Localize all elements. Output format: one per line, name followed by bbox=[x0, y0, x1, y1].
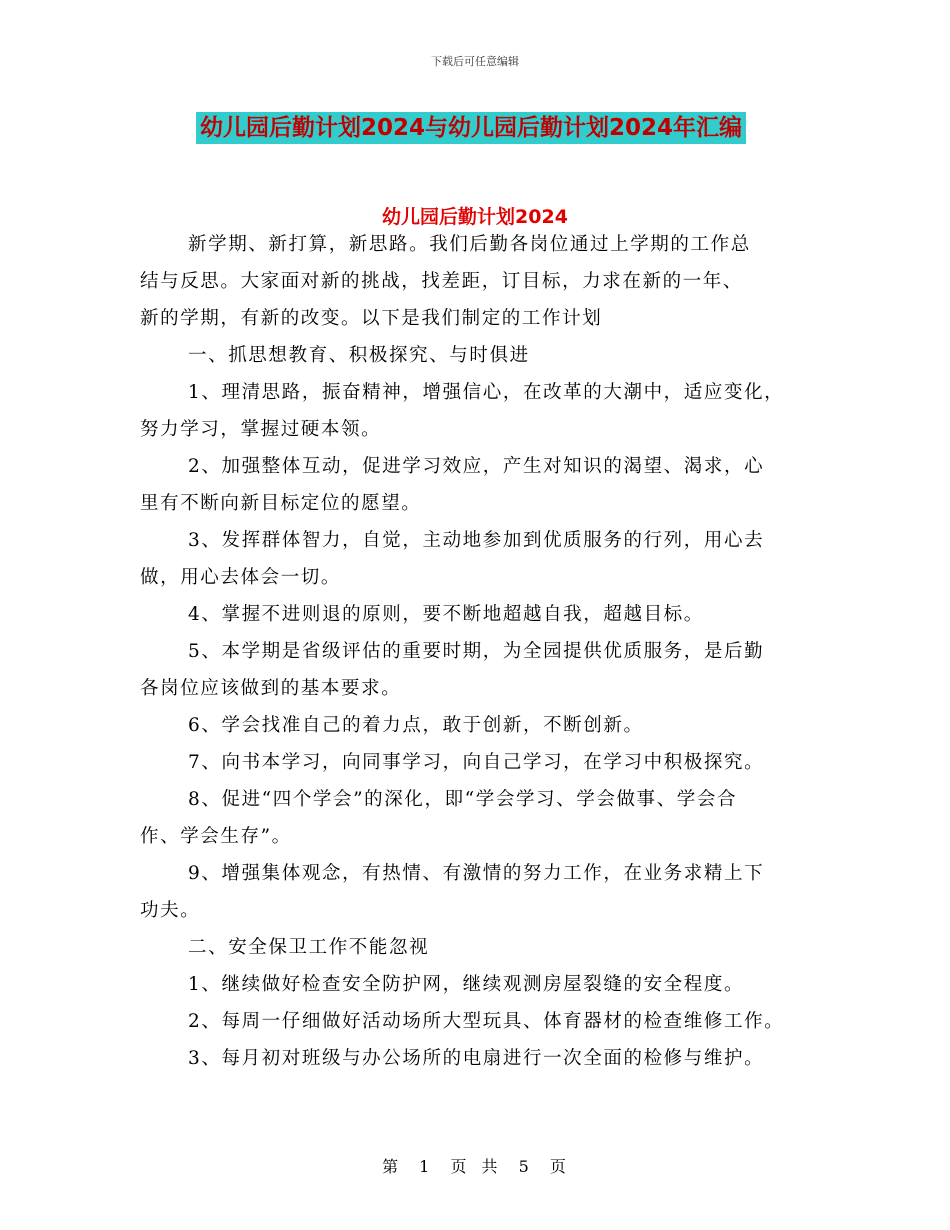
body-line: 9、增强集体观念，有热情、有激情的努力工作，在业务求精上下 bbox=[188, 863, 765, 884]
body-line: 5、本学期是省级评估的重要时期，为全园提供优质服务，是后勤 bbox=[188, 641, 765, 662]
document-title: 幼儿园后勤计划2024与幼儿园后勤计划2024年汇编 bbox=[196, 112, 746, 144]
body-line: 3、每月初对班级与办公场所的电扇进行一次全面的检修与维护。 bbox=[188, 1048, 765, 1069]
body-line: 2、每周一仔细做好活动场所大型玩具、体育器材的检查维修工作。 bbox=[188, 1011, 785, 1032]
body-line: 各岗位应该做到的基本要求。 bbox=[140, 678, 402, 699]
body-line: 7、向书本学习，向同事学习，向自己学习，在学习中积极探究。 bbox=[188, 752, 765, 773]
body-line: 1、继续做好检查安全防护网，继续观测房屋裂缝的安全程度。 bbox=[188, 974, 745, 995]
body-line: 里有不断向新目标定位的愿望。 bbox=[140, 493, 422, 514]
body-line: 2、加强整体互动，促进学习效应，产生对知识的渴望、渴求，心 bbox=[188, 456, 765, 477]
footer-page-number: 1 bbox=[419, 1157, 432, 1176]
body-line: 作、学会生存”。 bbox=[140, 826, 292, 847]
body-line: 3、发挥群体智力，自觉，主动地参加到优质服务的行列，用心去 bbox=[188, 530, 765, 551]
body-line: 结与反思。大家面对新的挑战，找差距，订目标，力求在新的一年、 bbox=[140, 271, 744, 292]
body-line: 新的学期，有新的改变。以下是我们制定的工作计划 bbox=[140, 308, 603, 329]
document-body bbox=[140, 226, 810, 1077]
body-line: 做，用心去体会一切。 bbox=[140, 567, 342, 588]
body-line: 新学期、新打算，新思路。我们后勤各岗位通过上学期的工作总 bbox=[188, 234, 751, 255]
footer-middle: 页 共 bbox=[450, 1157, 500, 1176]
footer-prefix: 第 bbox=[382, 1157, 401, 1176]
body-line: 1、理清思路，振奋精神，增强信心，在改革的大潮中，适应变化， bbox=[188, 382, 785, 403]
page-footer bbox=[0, 1154, 950, 1177]
footer-suffix: 页 bbox=[549, 1157, 568, 1176]
footer-total-pages: 5 bbox=[518, 1157, 531, 1176]
body-line: 6、学会找准自己的着力点，敢于创新，不断创新。 bbox=[188, 715, 644, 736]
body-line: 功夫。 bbox=[140, 900, 201, 921]
section-title: 幼儿园后勤计划2024 bbox=[382, 206, 568, 228]
body-line: 努力学习，掌握过硬本领。 bbox=[140, 419, 382, 440]
body-line: 一、抓思想教育、积极探究、与时俱进 bbox=[188, 345, 530, 366]
body-line: 8、促进“四个学会”的深化，即“学会学习、学会做事、学会合 bbox=[188, 789, 738, 810]
body-line: 4、掌握不进则退的原则，要不断地超越自我，超越目标。 bbox=[188, 604, 704, 625]
body-line: 二、安全保卫工作不能忽视 bbox=[188, 937, 430, 958]
header-note: 下载后可任意编辑 bbox=[431, 55, 519, 68]
